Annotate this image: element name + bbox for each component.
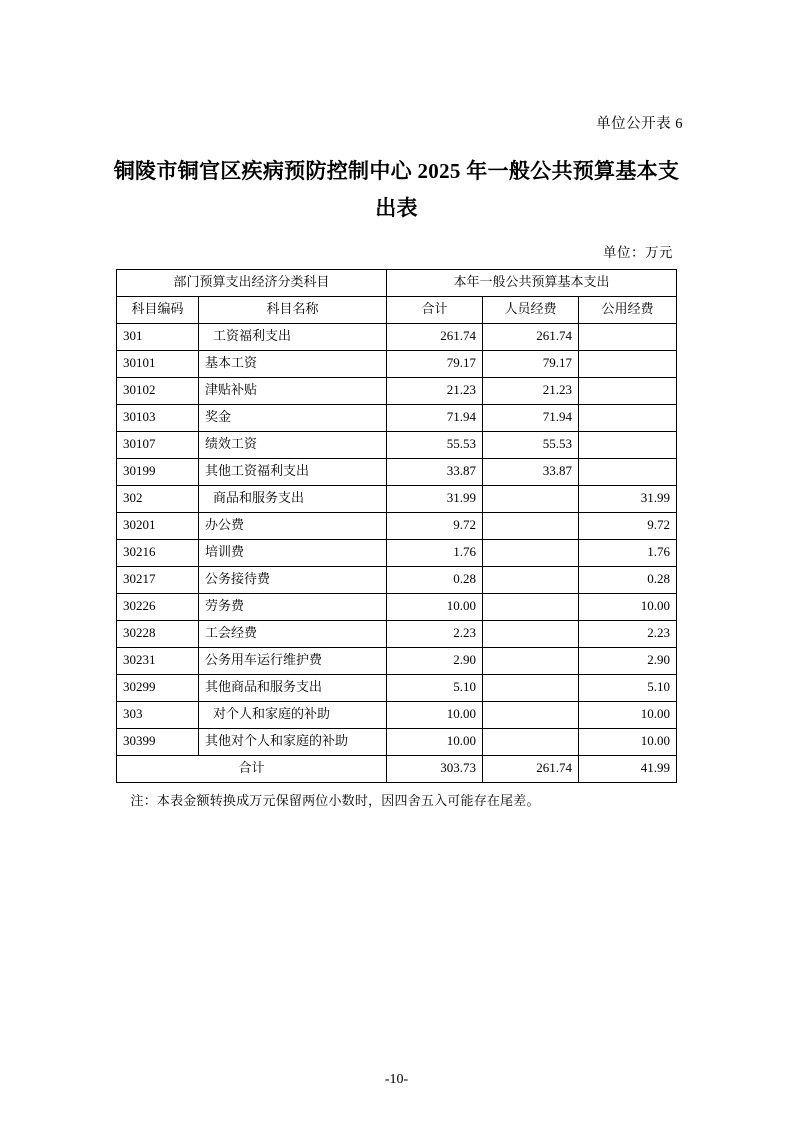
cell-personnel (482, 728, 578, 755)
cell-name: 奖金 (198, 404, 386, 431)
cell-name: 绩效工资 (198, 431, 386, 458)
cell-total: 0.28 (386, 566, 482, 593)
cell-personnel: 261.74 (482, 323, 578, 350)
column-header-name: 科目名称 (198, 296, 386, 323)
cell-code: 30201 (116, 512, 198, 539)
cell-public: 10.00 (578, 593, 676, 620)
cell-name: 其他对个人和家庭的补助 (198, 728, 386, 755)
cell-code: 30107 (116, 431, 198, 458)
cell-public (578, 323, 676, 350)
cell-total: 10.00 (386, 701, 482, 728)
cell-personnel (482, 620, 578, 647)
cell-name: 培训费 (198, 539, 386, 566)
cell-name: 津贴补贴 (198, 377, 386, 404)
cell-name: 商品和服务支出 (198, 485, 386, 512)
cell-code: 30102 (116, 377, 198, 404)
total-label: 合计 (116, 755, 386, 782)
cell-public: 10.00 (578, 701, 676, 728)
cell-public: 31.99 (578, 485, 676, 512)
cell-name: 公务接待费 (198, 566, 386, 593)
cell-public (578, 458, 676, 485)
unit-note: 单位：万元 (603, 244, 673, 260)
table-row (116, 458, 676, 485)
cell-name: 劳务费 (198, 593, 386, 620)
footnote: 注：本表金额转换成万元保留两位小数时，因四舍五入可能存在尾差。 (130, 792, 540, 808)
table-row (116, 674, 676, 701)
cell-personnel (482, 485, 578, 512)
cell-total: 71.94 (386, 404, 482, 431)
cell-code: 30299 (116, 674, 198, 701)
cell-total: 2.23 (386, 620, 482, 647)
cell-code: 30231 (116, 647, 198, 674)
cell-public (578, 377, 676, 404)
cell-personnel (482, 539, 578, 566)
cell-code: 30399 (116, 728, 198, 755)
cell-public (578, 350, 676, 377)
column-header-personnel: 人员经费 (482, 296, 578, 323)
table-total-row (116, 755, 676, 782)
total-public: 41.99 (578, 755, 676, 782)
column-header-public: 公用经费 (578, 296, 676, 323)
cell-public: 0.28 (578, 566, 676, 593)
cell-personnel (482, 566, 578, 593)
cell-code: 302 (116, 485, 198, 512)
cell-code: 30216 (116, 539, 198, 566)
form-label: 单位公开表 6 (596, 116, 683, 132)
cell-name: 工资福利支出 (198, 323, 386, 350)
table-body (116, 323, 676, 755)
table-row (116, 512, 676, 539)
cell-personnel (482, 701, 578, 728)
total-sum: 303.73 (386, 755, 482, 782)
page-number: -10- (384, 1072, 409, 1087)
cell-code: 30228 (116, 620, 198, 647)
cell-code: 30103 (116, 404, 198, 431)
cell-public: 5.10 (578, 674, 676, 701)
cell-personnel (482, 512, 578, 539)
cell-personnel: 71.94 (482, 404, 578, 431)
cell-personnel (482, 674, 578, 701)
cell-public: 10.00 (578, 728, 676, 755)
table-row (116, 377, 676, 404)
table-row (116, 431, 676, 458)
cell-total: 10.00 (386, 728, 482, 755)
table-row (116, 647, 676, 674)
cell-code: 30101 (116, 350, 198, 377)
table-column-header-row (116, 296, 676, 323)
cell-personnel (482, 593, 578, 620)
cell-total: 261.74 (386, 323, 482, 350)
cell-total: 1.76 (386, 539, 482, 566)
cell-code: 303 (116, 701, 198, 728)
group-header-left: 部门预算支出经济分类科目 (116, 269, 386, 296)
cell-code: 30226 (116, 593, 198, 620)
column-header-total: 合计 (386, 296, 482, 323)
total-personnel: 261.74 (482, 755, 578, 782)
cell-total: 5.10 (386, 674, 482, 701)
cell-name: 工会经费 (198, 620, 386, 647)
cell-public: 2.23 (578, 620, 676, 647)
group-header-right: 本年一般公共预算基本支出 (386, 269, 676, 296)
cell-total: 10.00 (386, 593, 482, 620)
cell-total: 31.99 (386, 485, 482, 512)
cell-total: 33.87 (386, 458, 482, 485)
cell-name: 公务用车运行维护费 (198, 647, 386, 674)
cell-name: 其他工资福利支出 (198, 458, 386, 485)
cell-code: 30199 (116, 458, 198, 485)
table-group-header-row (116, 269, 676, 296)
cell-code: 30217 (116, 566, 198, 593)
cell-personnel: 21.23 (482, 377, 578, 404)
cell-personnel (482, 647, 578, 674)
cell-name: 基本工资 (198, 350, 386, 377)
cell-total: 21.23 (386, 377, 482, 404)
cell-personnel: 55.53 (482, 431, 578, 458)
table-row (116, 404, 676, 431)
cell-name: 对个人和家庭的补助 (198, 701, 386, 728)
budget-expenditure-table (116, 269, 677, 783)
cell-public (578, 404, 676, 431)
cell-total: 55.53 (386, 431, 482, 458)
page-title: 铜陵市铜官区疾病预防控制中心 2025 年一般公共预算基本支出表 (113, 159, 680, 220)
table-row (116, 323, 676, 350)
cell-total: 9.72 (386, 512, 482, 539)
table-row (116, 728, 676, 755)
table-row (116, 350, 676, 377)
cell-public: 1.76 (578, 539, 676, 566)
cell-name: 其他商品和服务支出 (198, 674, 386, 701)
table-row (116, 539, 676, 566)
cell-public: 2.90 (578, 647, 676, 674)
cell-personnel: 79.17 (482, 350, 578, 377)
table-row (116, 701, 676, 728)
cell-name: 办公费 (198, 512, 386, 539)
cell-public: 9.72 (578, 512, 676, 539)
cell-total: 79.17 (386, 350, 482, 377)
table-row (116, 485, 676, 512)
table-row (116, 593, 676, 620)
table-row (116, 620, 676, 647)
cell-public (578, 431, 676, 458)
cell-code: 301 (116, 323, 198, 350)
table-row (116, 566, 676, 593)
column-header-code: 科目编码 (116, 296, 198, 323)
cell-personnel: 33.87 (482, 458, 578, 485)
cell-total: 2.90 (386, 647, 482, 674)
